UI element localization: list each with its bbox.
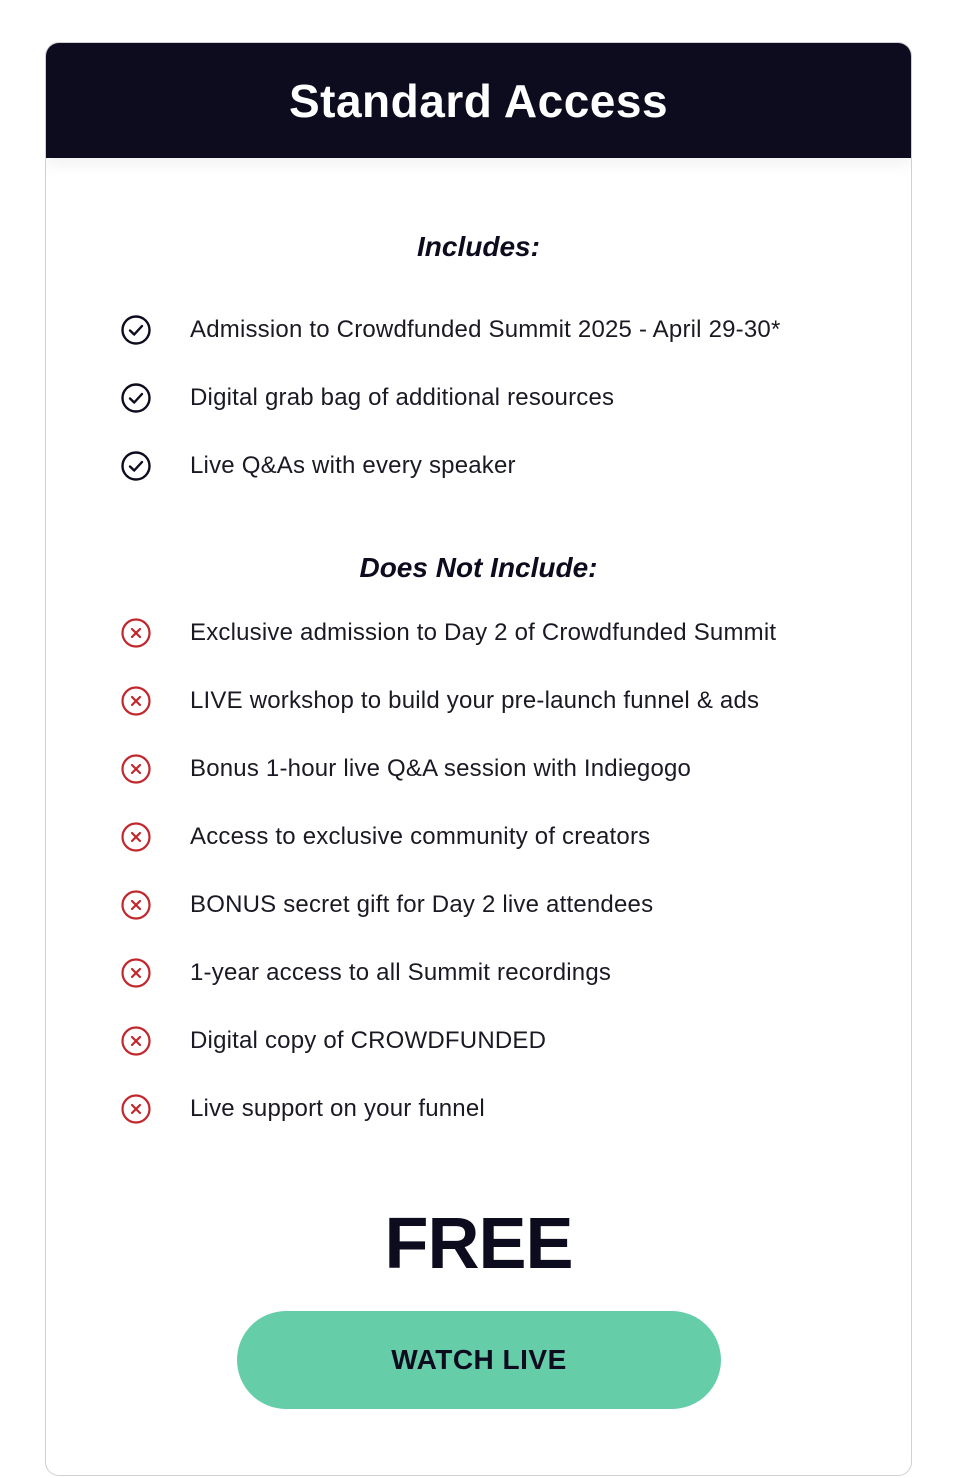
excludes-list — [120, 599, 880, 1143]
check-circle-icon — [120, 450, 152, 482]
card-title: Standard Access — [288, 74, 669, 127]
x-circle-icon — [120, 1025, 152, 1057]
list-item-label: Live Q&As with every speaker — [190, 452, 516, 479]
x-circle-icon — [120, 617, 152, 649]
list-item — [120, 803, 880, 871]
watch-live-button[interactable] — [237, 1311, 721, 1409]
card-header — [46, 43, 911, 158]
list-item-label: Bonus 1-hour live Q&A session with Indiegogo — [190, 755, 692, 782]
watch-live-button-label: WATCH LIVE — [391, 1344, 567, 1375]
list-item-label: BONUS secret gift for Day 2 live attendees — [190, 891, 654, 918]
list-item — [120, 1007, 880, 1075]
list-item-label: Digital grab bag of additional resources — [190, 384, 615, 411]
x-circle-icon — [120, 889, 152, 921]
list-item-label: Access to exclusive community of creators — [190, 823, 651, 850]
list-item-label: Admission to Crowdfunded Summit 2025 - April 29-30* — [190, 316, 781, 343]
list-item — [120, 871, 880, 939]
list-item-label: LIVE workshop to build your pre-launch funnel & ads — [190, 687, 760, 714]
list-item-label: Live support on your funnel — [190, 1095, 485, 1122]
excludes-heading: Does Not Include: — [359, 552, 598, 583]
check-circle-icon — [120, 314, 152, 346]
x-circle-icon — [120, 957, 152, 989]
list-item — [120, 667, 880, 735]
list-item — [120, 432, 880, 500]
price-label: FREE — [384, 1204, 573, 1284]
x-circle-icon — [120, 1093, 152, 1125]
x-circle-icon — [120, 821, 152, 853]
includes-heading: Includes: — [417, 231, 540, 262]
list-item — [120, 735, 880, 803]
list-item — [120, 296, 880, 364]
list-item-label: Exclusive admission to Day 2 of Crowdfunded Summit — [190, 619, 777, 646]
list-item — [120, 364, 880, 432]
x-circle-icon — [120, 753, 152, 785]
check-circle-icon — [120, 382, 152, 414]
pricing-card — [45, 42, 912, 1476]
list-item-label: 1-year access to all Summit recordings — [190, 959, 612, 986]
list-item — [120, 599, 880, 667]
x-circle-icon — [120, 685, 152, 717]
list-item — [120, 1075, 880, 1143]
list-item-label: Digital copy of CROWDFUNDED — [190, 1027, 547, 1054]
list-item — [120, 939, 880, 1007]
includes-list — [120, 296, 880, 500]
